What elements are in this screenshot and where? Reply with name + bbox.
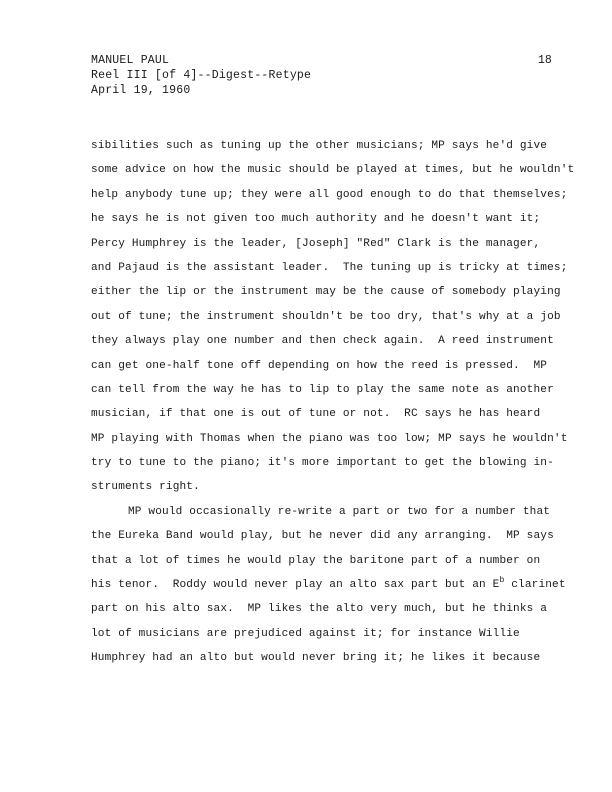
text-line: Humphrey had an alto but would never bring it; he likes it because: [91, 652, 541, 665]
text-line: the Eureka Band would play, but he never did any arranging. MP says: [91, 530, 554, 543]
page-number: 18: [538, 54, 552, 67]
interview-date: April 19, 1960: [91, 84, 191, 97]
text-line: part on his alto sax. MP likes the alto very much, but he thinks a: [91, 603, 548, 616]
text-line: try to tune to the piano; it's more important to get the blowing in-: [91, 457, 554, 470]
text-line: they always play one number and then check again. A reed instrument: [91, 335, 554, 348]
text-line: help anybody tune up; they were all good enough to do that themselves;: [91, 188, 568, 201]
text-line: some advice on how the music should be played at times, but he wouldn't: [91, 164, 575, 177]
text-segment: clarinet: [504, 579, 566, 592]
text-line: he says he is not given too much authority and he doesn't want it;: [91, 213, 541, 226]
text-segment: his tenor. Roddy would never play an alto sax part but an E: [91, 579, 500, 592]
text-line: struments right.: [91, 481, 200, 494]
text-line: either the lip or the instrument may be the cause of somebody playing: [91, 286, 561, 299]
text-line: lot of musicians are prejudiced against it; for instance Willie: [91, 627, 520, 640]
text-line: can get one-half tone off depending on how the reed is pressed. MP: [91, 359, 548, 372]
reel-info: Reel III [of 4]--Digest--Retype: [91, 69, 312, 82]
flat-superscript: b: [499, 576, 505, 586]
text-line: can tell from the way he has to lip to play the same note as another: [91, 383, 554, 396]
text-line: musician, if that one is out of tune or not. RC says he has heard: [91, 408, 541, 421]
text-line: out of tune; the instrument shouldn't be too dry, that's why at a job: [91, 310, 561, 323]
text-line: Percy Humphrey is the leader, [Joseph] "Red" Clark is the manager,: [91, 237, 541, 250]
page-header: [91, 53, 311, 98]
text-line: sibilities such as tuning up the other musicians; MP says he'd give: [91, 140, 548, 152]
text-line: [91, 573, 611, 597]
body-text: [91, 134, 611, 671]
text-line: MP playing with Thomas when the piano was too low; MP says he wouldn't: [91, 432, 568, 445]
interviewee-name: MANUEL PAUL: [91, 54, 170, 67]
text-line: MP would occasionally re-write a part or two for a number that: [128, 505, 551, 518]
text-line: that a lot of times he would play the baritone part of a number on: [91, 554, 541, 567]
text-line: and Pajaud is the assistant leader. The tuning up is tricky at times;: [91, 261, 568, 274]
